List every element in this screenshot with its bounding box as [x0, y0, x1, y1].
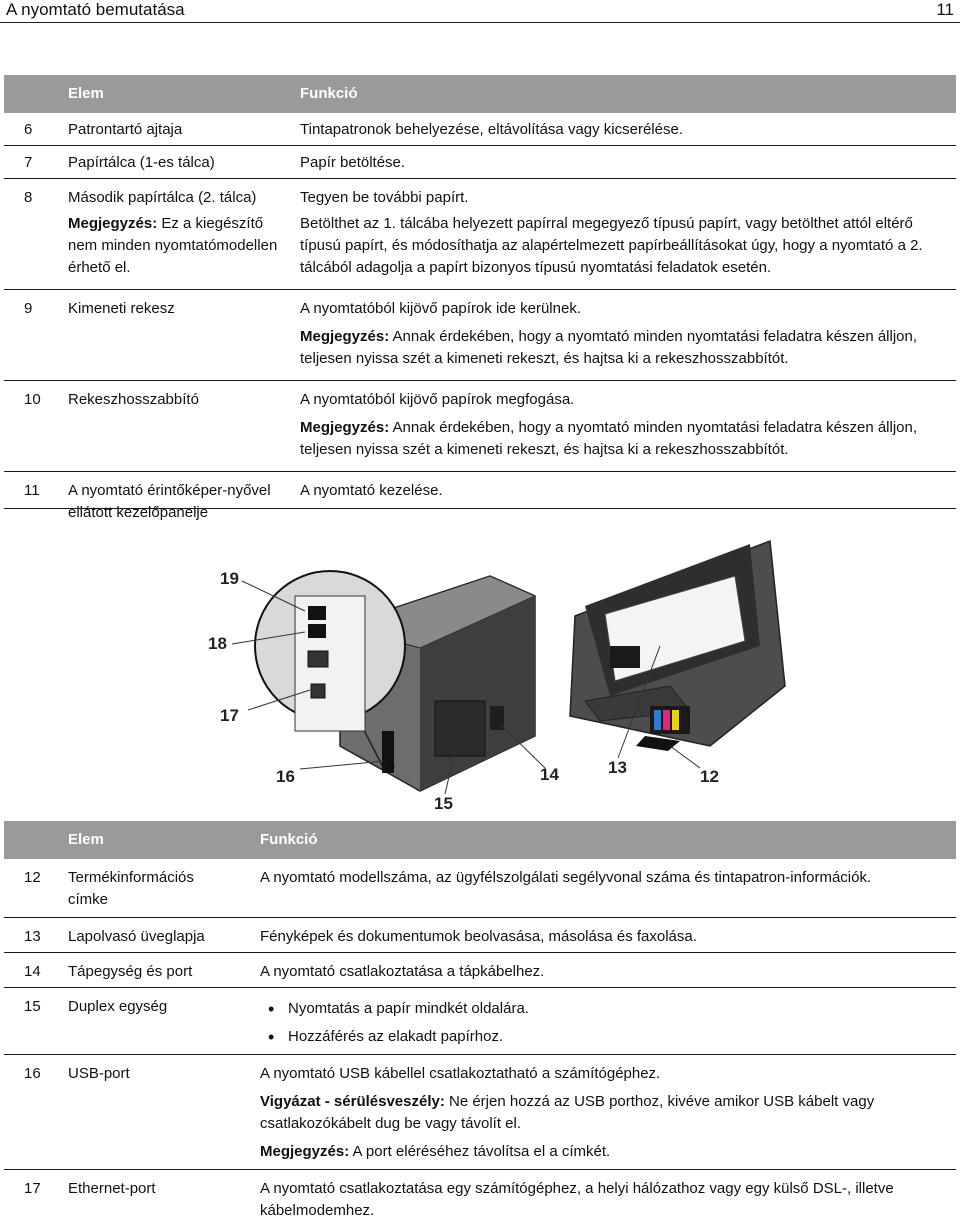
note-text: Annak érdekében, hogy a nyomtató minden nyomtatási feladatra készen álljon, teljesen nyissa szét a kimeneti rekeszt, és hajtsa ki a rekeszhosszabbítót.: [300, 419, 917, 458]
row-number: 17: [4, 1170, 68, 1222]
page-number: 11: [936, 0, 954, 20]
table-row: [4, 179, 956, 290]
row-number: 10: [4, 381, 68, 472]
printer-illustration: [190, 536, 790, 826]
page-header: [0, 0, 960, 23]
note-label: Megjegyzés:: [300, 419, 389, 436]
row-func: A nyomtatóból kijövő papírok megfogása.: [300, 389, 942, 411]
row-number: 16: [4, 1055, 68, 1170]
table-row: [4, 953, 956, 988]
row-number: 7: [4, 146, 68, 179]
table-bottom-rule: [4, 508, 956, 509]
callout-19: 19: [220, 569, 239, 588]
table-row: [4, 472, 956, 525]
parts-table-2: [4, 821, 956, 1222]
row-func: Tintapatronok behelyezése, eltávolítása vagy kicserélése.: [300, 113, 956, 146]
row-number: 13: [4, 918, 68, 953]
callout-12: 12: [700, 767, 719, 786]
row-elem: Második papírtálca (2. tálca): [68, 187, 290, 209]
note-label: Megjegyzés:: [260, 1143, 349, 1160]
row-number: 6: [4, 113, 68, 146]
table-row: [4, 113, 956, 146]
row-func: A nyomtató csatlakoztatása a tápkábelhez.: [260, 953, 956, 988]
row-note: [300, 417, 942, 461]
note-label: Megjegyzés:: [68, 215, 157, 232]
row-func: A nyomtató modellszáma, az ügyfélszolgálati segélyvonal száma és tintapatron-információk.: [260, 859, 956, 918]
row-number: 15: [4, 988, 68, 1055]
row-number: 9: [4, 290, 68, 381]
table-row: [4, 918, 956, 953]
table-row: [4, 381, 956, 472]
table-header: [4, 821, 956, 859]
col-func-header: Funkció: [260, 821, 956, 859]
table-header: [4, 75, 956, 113]
callout-15: 15: [434, 794, 453, 813]
row-func: Papír betöltése.: [300, 146, 956, 179]
usb-port: [311, 684, 325, 698]
callout-14: 14: [540, 765, 559, 784]
callout-18: 18: [208, 634, 227, 653]
callout-16: 16: [276, 767, 295, 786]
row-number: 14: [4, 953, 68, 988]
row-func: A nyomtatóból kijövő papírok ide kerülnek.: [300, 298, 942, 320]
col-elem-header: Elem: [68, 821, 260, 859]
port-zoom-callout: [255, 571, 405, 773]
list-item: • Nyomtatás a papír mindkét oldalára.: [260, 998, 956, 1020]
row-func: A nyomtató csatlakoztatása egy számítógéphez, a helyi hálózathoz vagy egy külső DSL-, illetve kábelmodemhez.: [260, 1170, 956, 1222]
row-note: [260, 1141, 926, 1163]
row-elem: Duplex egység: [68, 988, 260, 1055]
parts-table-1: [4, 75, 956, 524]
caution-label: Vigyázat - sérülésveszély:: [260, 1093, 445, 1110]
callout-17: 17: [220, 706, 239, 725]
row-func: A nyomtató USB kábellel csatlakoztatható a számítógéphez.: [260, 1063, 926, 1085]
table-row: [4, 1055, 956, 1170]
touch-panel: [610, 646, 640, 668]
row-elem: Ethernet-port: [68, 1170, 260, 1222]
row-elem: A nyomtató érintőképer-nyővel ellátott kezelőpanelje: [68, 472, 300, 525]
row-elem-note: [68, 213, 290, 279]
callout-13: 13: [608, 758, 627, 777]
page-title: A nyomtató bemutatása: [6, 0, 185, 20]
usb-port-label: [382, 731, 394, 773]
note-text: A port eléréséhez távolítsa el a címkét.: [349, 1143, 610, 1160]
row-elem: Tápegység és port: [68, 953, 260, 988]
note-label: Megjegyzés:: [300, 328, 389, 345]
row-elem: USB-port: [68, 1055, 260, 1170]
row-caution: [260, 1091, 926, 1135]
row-func: A nyomtató kezelése.: [300, 472, 956, 525]
row-elem: Papírtálca (1-es tálca): [68, 146, 300, 179]
phone-port-upper: [308, 606, 326, 620]
duplex-unit: [435, 701, 485, 756]
table-row: [4, 1170, 956, 1222]
row-note: [300, 326, 942, 370]
col-func-header: Funkció: [300, 75, 956, 113]
table-row: [4, 146, 956, 179]
row-elem: Lapolvasó üveglapja: [68, 918, 260, 953]
row-number: 8: [4, 179, 68, 290]
table-row: [4, 988, 956, 1055]
printer-front-illustration: [570, 541, 785, 751]
row-func-detail: Betölthet az 1. tálcába helyezett papírral megegyező típusú papírt, vagy betölthet attól eltérő típusú papírt, és módosíthatja az alapértelmezett papírbeállításokat úgy, hogy a nyomtató a 2. tálcából adagolja a papírt bizonyos típusú nyomtatási feladatok esetén.: [300, 213, 942, 279]
phone-port-lower: [308, 624, 326, 638]
row-func: Tegyen be további papírt.: [300, 187, 942, 209]
note-text: Ez a kiegészítő nem minden nyomtatómodellen érhető el.: [68, 215, 277, 276]
caution-text: Ne érjen hozzá az USB porthoz, kivéve amikor USB kábelt vagy csatlakozókábelt dug be vagy távolít el.: [260, 1093, 874, 1132]
row-elem: Patrontartó ajtaja: [68, 113, 300, 146]
table-row: [4, 290, 956, 381]
row-number: 12: [4, 859, 68, 918]
table-row: [4, 859, 956, 918]
row-func: Fényképek és dokumentumok beolvasása, másolása és faxolása.: [260, 918, 956, 953]
row-number: 11: [4, 472, 68, 525]
row-elem: Termékinformációs címke: [68, 859, 260, 918]
row-elem: Kimeneti rekesz: [68, 290, 300, 381]
list-item: • Hozzáférés az elakadt papírhoz.: [260, 1026, 956, 1048]
note-text: Annak érdekében, hogy a nyomtató minden nyomtatási feladatra készen álljon, teljesen nyissa szét a kimeneti rekeszt, és hajtsa ki a rekeszhosszabbítót.: [300, 328, 917, 367]
row-elem: Rekeszhosszabbító: [68, 381, 300, 472]
ethernet-port: [308, 651, 328, 667]
col-elem-header: Elem: [68, 75, 300, 113]
